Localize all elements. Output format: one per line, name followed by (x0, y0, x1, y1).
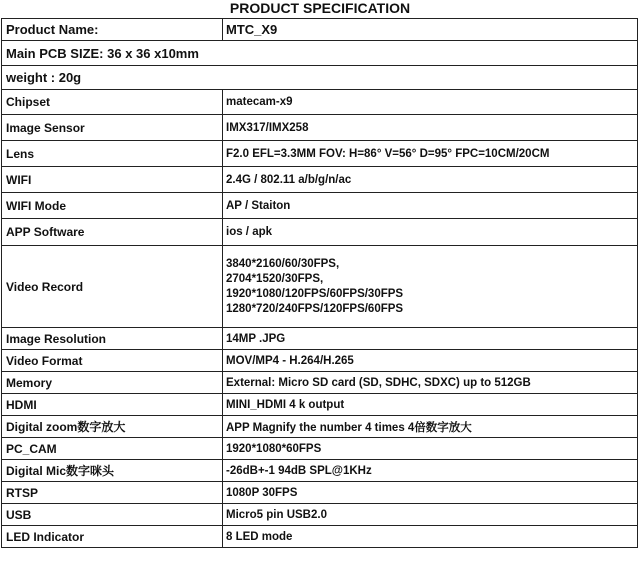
spec-key: Video Format (2, 350, 223, 372)
spec-key: Memory (2, 372, 223, 394)
table-row (2, 350, 638, 372)
spec-key: Digital zoom数字放大 (2, 416, 223, 438)
spec-value-multiline (223, 246, 638, 328)
weight: weight : 20g (2, 66, 638, 90)
table-row (2, 416, 638, 438)
video-record-line: 1920*1080/120FPS/60FPS/30FPS (226, 287, 404, 300)
table-row (2, 115, 638, 141)
spec-value: 8 LED mode (223, 526, 638, 548)
table-row (2, 504, 638, 526)
table-row (2, 219, 638, 246)
spec-value: MINI_HDMI 4 k output (223, 394, 638, 416)
page-title: PRODUCT SPECIFICATION (229, 0, 411, 16)
spec-key: Digital Mic数字咪头 (2, 460, 223, 482)
spec-key: PC_CAM (2, 438, 223, 460)
spec-value: AP / Staiton (223, 193, 638, 219)
spec-key: WIFI Mode (2, 193, 223, 219)
product-name-value: MTC_X9 (223, 19, 638, 41)
spec-value: 2.4G / 802.11 a/b/g/n/ac (223, 167, 638, 193)
spec-key: HDMI (2, 394, 223, 416)
spec-key: LED Indicator (2, 526, 223, 548)
table-row (2, 372, 638, 394)
table-row (2, 90, 638, 115)
table-row (2, 167, 638, 193)
spec-key: WIFI (2, 167, 223, 193)
video-record-line: 1280*720/240FPS/120FPS/60FPS (226, 302, 404, 315)
spec-key: USB (2, 504, 223, 526)
spec-value: -26dB+-1 94dB SPL@1KHz (223, 460, 638, 482)
spec-value: Micro5 pin USB2.0 (223, 504, 638, 526)
table-row (2, 141, 638, 167)
spec-key: Video Record (2, 246, 223, 328)
spec-table (1, 18, 638, 548)
product-name-label: Product Name: (2, 19, 223, 41)
spec-key: Chipset (2, 90, 223, 115)
table-row (2, 246, 638, 328)
spec-key: RTSP (2, 482, 223, 504)
table-row (2, 19, 638, 41)
table-row (2, 66, 638, 90)
spec-value: 14MP .JPG (223, 328, 638, 350)
spec-value: MOV/MP4 - H.264/H.265 (223, 350, 638, 372)
spec-value: IMX317/IMX258 (223, 115, 638, 141)
table-row (2, 526, 638, 548)
pcb-size: Main PCB SIZE: 36 x 36 x10mm (2, 41, 638, 66)
table-row (2, 482, 638, 504)
spec-value: F2.0 EFL=3.3MM FOV: H=86° V=56° D=95° FPC=10CM/20CM (223, 141, 638, 167)
table-row (2, 193, 638, 219)
spec-value: ios / apk (223, 219, 638, 246)
video-record-line: 2704*1520/30FPS, (226, 272, 324, 285)
spec-key: Image Resolution (2, 328, 223, 350)
table-row (2, 328, 638, 350)
spec-key: APP Software (2, 219, 223, 246)
spec-value: APP Magnify the number 4 times 4倍数字放大 (223, 416, 638, 438)
spec-key: Lens (2, 141, 223, 167)
table-row (2, 438, 638, 460)
spec-value: 1920*1080*60FPS (223, 438, 638, 460)
video-record-line: 3840*2160/60/30FPS, (226, 257, 340, 270)
spec-value: 1080P 30FPS (223, 482, 638, 504)
spec-value: External: Micro SD card (SD, SDHC, SDXC) up to 512GB (223, 372, 638, 394)
table-row (2, 394, 638, 416)
spec-key: Image Sensor (2, 115, 223, 141)
spec-value: matecam-x9 (223, 90, 638, 115)
table-row (2, 41, 638, 66)
table-row (2, 460, 638, 482)
